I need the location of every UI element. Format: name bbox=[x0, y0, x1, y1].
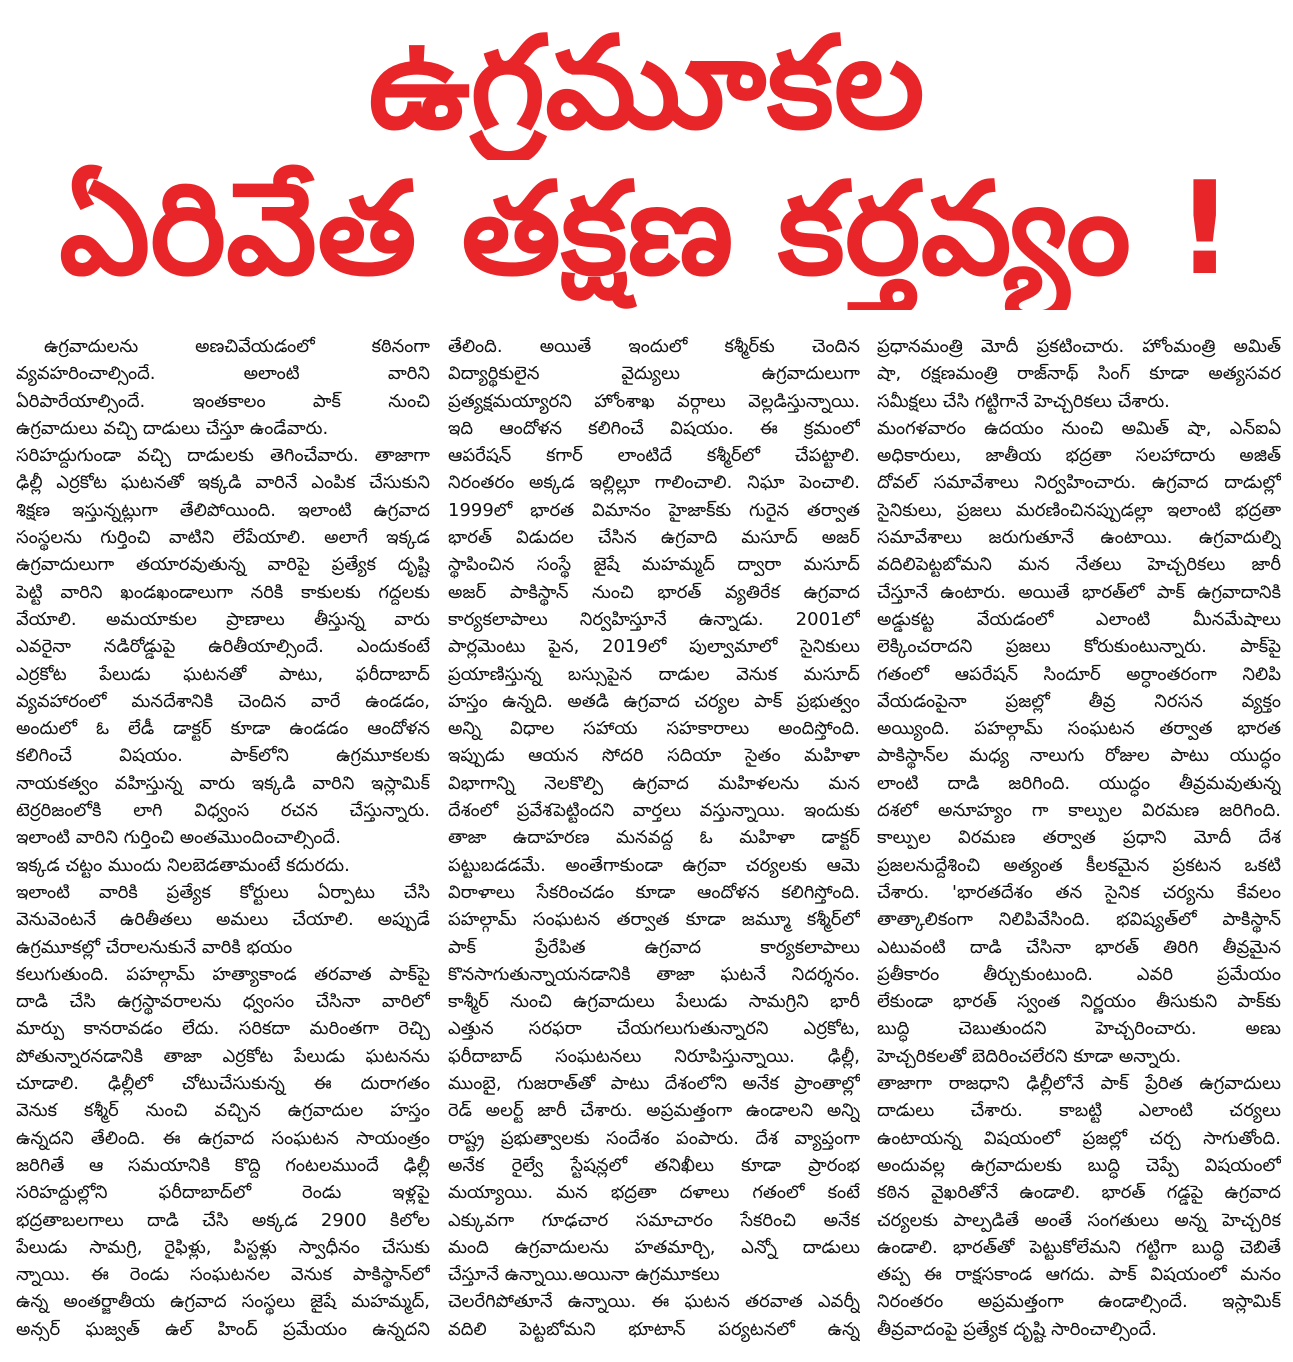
article-line: పట్టుబడడమే. అంతేగాకుండా ఉగ్రవా చర్యలకు ఆమె bbox=[448, 854, 860, 876]
article-line: సైనికులు, ప్రజలు మరణించినప్పుడల్లా ఇలాంటి భద్రతా bbox=[877, 499, 1281, 521]
article-line: అయ్యింది. పహల్గామ్ సంఘటన తర్వాత భారత bbox=[877, 718, 1281, 740]
article-line: ఉన్నదని తేలింది. ఈ ఉగ్రవాద సంఘటన సాయంత్రం bbox=[16, 1127, 430, 1149]
article-line: ఏరిపారేయాల్సిందే. ఇంతకాలం పాక్ నుంచి bbox=[16, 390, 430, 412]
article-line: పెట్టి వారిని ఖండఖండాలుగా నరికి కాకులకు గద్దలకు bbox=[16, 581, 430, 603]
article-line: అజర్ పాకిస్థాన్ నుంచి భారత్ వ్యతిరేక ఉగ్రవాద bbox=[448, 581, 860, 603]
article-line: స్థాపించిన సంస్థే జైషే మహమ్మద్ ద్వారా మసూద్ bbox=[448, 554, 860, 576]
article-line: టెర్రరిజంలోకి లాగి విధ్వంస రచన చేస్తున్నారు. bbox=[16, 800, 430, 822]
article-line: 1999లో భారత విమానం హైజాక్‌కు గురైన తర్వాత bbox=[448, 499, 860, 521]
article-line: భద్రతాబలగాలు దాడి చేసి అక్కడ 2900 కిలోల bbox=[16, 1209, 430, 1231]
article-line: ఎవరైనా నడిరోడ్డుపై ఉరితీయాల్సిందే. ఎందుకంటే bbox=[16, 636, 430, 658]
article-line: ఉండాలి. భారత్‌తో పెట్టుకోలేమని గట్టిగా బుద్ధి చెబితే bbox=[877, 1236, 1281, 1258]
article-line: దేశంలో ప్రవేశపెట్టిందని వార్తలు వస్తున్నాయి. ఇందుకు bbox=[448, 800, 860, 822]
article-line: ఎర్రకోట పేలుడు ఘటనతో పాటు, ఫరీదాబాద్ bbox=[16, 663, 430, 685]
article-line: ఇక్కడ చట్టం ముందు నిలబెడతామంటే కదురదు. bbox=[16, 854, 350, 876]
article-line: పహల్గామ్ సంఘటన తర్వాత కూడా జమ్మూ కశ్మీర్‌లో bbox=[448, 909, 860, 931]
article-line: నాయకత్వం వహిస్తున్న వారు ఇక్కడి వారిని ఇస్లామిక్ bbox=[16, 772, 430, 794]
article-line: తాజాగా రాజధాని ఢిల్లీలోనే పాక్ ప్రేరిత ఉగ్రవాదులు bbox=[877, 1073, 1281, 1095]
article-line: దశలో అనూహ్యం గా కాల్పుల విరమణ జరిగింది. bbox=[877, 800, 1281, 822]
headline-line-2: ఏరివేత తక్షణ కర్తవ్యం ! bbox=[59, 160, 1234, 304]
article-line: కాశ్మీర్ నుంచి ఉగ్రవాదులు పేలుడు సామగ్రిని భారీ bbox=[448, 991, 860, 1013]
article-line: దాడి చేసి ఉగ్రస్థావరాలను ధ్వంసం చేసినా వారిలో bbox=[16, 991, 430, 1013]
article-line: ఢిల్లీ ఎర్రకోట ఘటనతో ఇక్కడి వారినే ఎంపిక చేసుకుని bbox=[16, 472, 430, 494]
article-line: అడ్డుకట్ట వేయడంలో ఎలాంటి మీనమేషాలు bbox=[877, 608, 1281, 630]
article-line: తాజా ఉదాహరణ మనవద్ద ఓ మహిళా డాక్టర్ bbox=[448, 827, 860, 849]
article-line: కలుగుతుంది. పహల్గామ్ హత్యాకాండ తరవాత పాక్‌పై bbox=[16, 963, 430, 985]
article-line: వదిలి పెట్టబోమని భూటాన్ పర్యటనలో ఉన్న bbox=[448, 1318, 860, 1340]
article-line: బుద్ధి చెబుతుందని హెచ్చరించారు. అణు bbox=[877, 1018, 1281, 1040]
article-line: అన్సర్ ఘజ్వత్ ఉల్ హింద్ ప్రమేయం ఉన్నదని bbox=[16, 1318, 430, 1340]
article-line: రెడ్ అలర్ట్ జారీ చేశారు. అప్రమత్తంగా ఉండాలని అన్ని bbox=[448, 1100, 860, 1122]
article-line: అన్ని విధాల సహాయ సహకారాలు అందిస్తోంది. bbox=[448, 718, 860, 740]
article-line: కార్యకలాపాలు నిర్వహిస్తూనే ఉన్నాడు. 2001లో bbox=[448, 608, 860, 630]
article-line: ప్రయాణిస్తున్న బస్సుపైన దాడుల వెనుక మసూద్ bbox=[448, 663, 860, 685]
article-line: తాత్కాలికంగా నిలిపివేసింది. భవిష్యత్‌లో పాకిస్థాన్ bbox=[877, 909, 1281, 931]
article-line: ఇది ఆందోళన కలిగించే విషయం. ఈ క్రమంలో bbox=[448, 417, 860, 439]
article-line: కాల్పుల విరమణ తర్వాత ప్రధాని మోదీ దేశ bbox=[877, 827, 1281, 849]
article-line: మయ్యాయి. మన భద్రతా దళాలు గతంలో కంటే bbox=[448, 1182, 860, 1204]
article-line: హస్తం ఉన్నది. అతడి ఉగ్రవాద చర్యల పాక్ ప్రభుత్వం bbox=[448, 690, 860, 712]
article-line: మార్పు కానరావడం లేదు. సరికదా మరింతగా రెచ్చి bbox=[16, 1018, 430, 1040]
article-column-3 bbox=[877, 333, 1281, 1345]
article-line: ఎత్తున సరఫరా చేయగలుగుతున్నారని ఎర్రకోట, bbox=[448, 1018, 860, 1040]
article-line: ప్రధానమంత్రి మోదీ ప్రకటించారు. హోంమంత్రి అమిత్ bbox=[877, 336, 1281, 357]
article-line: వెనువెంటనే ఉరితీతలు అమలు చేయాలి. అప్పుడే bbox=[16, 909, 430, 931]
article-line: ఉగ్రమూకల్లో చేరాలనుకునే వారికి భయం bbox=[16, 936, 293, 958]
article-line: చర్యలకు పాల్పడితే అంతే సంగతులు అన్న హెచ్చరిక bbox=[877, 1209, 1281, 1231]
article-line: విరాళాలు సేకరించడం కూడా ఆందోళన కలిగిస్తోంది. bbox=[448, 881, 860, 903]
article-line: చూడాలి. ఢిల్లీలో చోటుచేసుకున్న ఈ దురాగతం bbox=[16, 1073, 430, 1095]
article-line: మంది ఉగ్రవాదులను హతమార్చి, ఎన్నో దాడులు bbox=[448, 1236, 860, 1258]
article-line: కలిగించే విషయం. పాక్‌లోని ఉగ్రమూకలకు bbox=[16, 745, 430, 767]
article-line: ఇప్పుడు ఆయన సోదరి సదియా సైతం మహిళా bbox=[448, 745, 860, 767]
article-line: ఉన్న అంతర్జాతీయ ఉగ్రవాద సంస్థలు జైషే మహమ్మద్, bbox=[16, 1291, 430, 1313]
article-line: తప్ప ఈ రాక్షసకాండ ఆగదు. పాక్ విషయంలో మనం bbox=[877, 1264, 1281, 1286]
article-line: పోతున్నారనడానికి తాజా ఎర్రకోట పేలుడు ఘటనను bbox=[16, 1045, 430, 1067]
article-line: ఎటువంటి దాడి చేసినా భారత్ తిరిగి తీవ్రమైన bbox=[877, 936, 1281, 958]
article-line: మంగళవారం ఉదయం నుంచి అమిత్ షా, ఎన్ఐఏ bbox=[877, 417, 1281, 439]
article-line: ఉగ్రవాదులు వచ్చి దాడులు చేస్తూ ఉండేవారు. bbox=[16, 417, 329, 439]
article-line: దోవల్ సమావేశాలు నిర్వహించారు. ఉగ్రవాద దాడుల్లో bbox=[877, 472, 1281, 494]
article-line: ఎక్కువగా గూఢచార సమాచారం సేకరించి అనేక bbox=[448, 1209, 860, 1231]
article-line: చేశారు. 'భారతదేశం తన సైనిక చర్యను కేవలం bbox=[877, 881, 1281, 903]
article-line: ఇలాంటి వారిని గుర్తించి అంతమొందించాల్సిందే. bbox=[16, 827, 341, 849]
article-line: ప్రతీకారం తీర్చుకుంటుంది. ఎవరి ప్రమేయం bbox=[877, 963, 1281, 985]
article-column-2 bbox=[448, 333, 860, 1345]
article-line: లాంటి దాడి జరిగింది. యుద్ధం తీవ్రమవుతున్న bbox=[877, 772, 1281, 794]
article-line: ప్రజలనుద్దేశించి అత్యంత కీలకమైన ప్రకటన ఒకటి bbox=[877, 854, 1281, 876]
article-line: ఉగ్రవాదులుగా తయారవుతున్న వారిపై ప్రత్యేక దృష్టి bbox=[16, 554, 430, 576]
article-line: న్నాయి. ఈ రెండు సంఘటనల వెనుక పాకిస్థాన్‌లో bbox=[16, 1264, 430, 1286]
article-line: అందులో ఓ లేడీ డాక్టర్ కూడా ఉండడం ఆందోళన bbox=[16, 718, 430, 740]
article-line: సమీక్షలు చేసి గట్టిగానే హెచ్చరికలు చేశారు. bbox=[877, 390, 1170, 412]
article-line: చేస్తూనే ఉన్నాయి.అయినా ఉగ్రమూకలు bbox=[448, 1264, 720, 1286]
article-line: వేయడంపైనా ప్రజల్లో తీవ్ర నిరసన వ్యక్తం bbox=[877, 690, 1281, 712]
article-line: అందువల్ల ఉగ్రవాదులకు బుద్ధి చెప్పే విషయంలో bbox=[877, 1154, 1281, 1176]
headline-line-1: ఉగ్రమూకల bbox=[368, 14, 925, 158]
article-line: వెనుక కశ్మీర్ నుంచి వచ్చిన ఉగ్రవాదుల హస్తం bbox=[16, 1100, 430, 1122]
article-line: విభాగాన్ని నెలకొల్పి ఉగ్రవాద మహిళలను మన bbox=[448, 772, 860, 794]
article-line: దాడులు చేశారు. కాబట్టి ఎలాంటి చర్యలు bbox=[877, 1100, 1281, 1122]
article-line: విద్యార్థికులైన వైద్యులు ఉగ్రవాదులుగా bbox=[448, 363, 860, 385]
article-line: తేలింది. అయితే ఇందులో కశ్మీర్‌కు చెందిన bbox=[448, 336, 860, 357]
article-line: పాక్ ప్రేరేపిత ఉగ్రవాద కార్యకలాపాలు bbox=[448, 936, 860, 958]
article-line: పార్లమెంటు పైన, 2019లో పుల్వామాలో సైనికులు bbox=[448, 636, 860, 658]
article-line: నిరంతరం అక్కడ ఇల్లిల్లూ గాలించాలి. నిఘా పెంచాలి. bbox=[448, 472, 860, 494]
article-line: సరిహద్దుగుండా వచ్చి దాడులకు తెగించేవారు. తాజాగా bbox=[16, 445, 430, 467]
article-line: వేయాలి. అమయాకుల ప్రాణాలు తీస్తున్న వారు bbox=[16, 608, 430, 630]
article-line: వదిలిపెట్టబోమని మన నేతలు హెచ్చరికలు జారీ bbox=[877, 554, 1281, 576]
article-line: తీవ్రవాదంపై ప్రత్యేక దృష్టి సారించాల్సిందే. bbox=[877, 1318, 1157, 1340]
article-column-1 bbox=[16, 333, 430, 1345]
article-line: సమావేశాలు జరుగుతూనే ఉంటాయి. ఉగ్రవాదుల్ని bbox=[877, 527, 1281, 549]
article-line: గతంలో ఆపరేషన్ సిందూర్ అర్ధాంతరంగా నిలిపి bbox=[877, 663, 1281, 685]
article-line: లేకుండా భారత్ స్వంత నిర్ణయం తీసుకుని పాక్‌కు bbox=[877, 991, 1281, 1013]
article-line: సరిహద్దుల్లోని ఫరీదాబాద్‌లో రెండు ఇళ్లపై bbox=[16, 1182, 430, 1204]
article-line: ఫరీదాబాద్ సంఘటనలు నిరూపిస్తున్నాయి. ఢిల్లీ, bbox=[448, 1045, 860, 1067]
article-line: నిరంతరం అప్రమత్తంగా ఉండాల్సిందే. ఇస్లామిక్ bbox=[877, 1291, 1281, 1313]
article-line: జరిగితే ఆ సమయానికి కొద్ది గంటలముందే ఢిల్లీ bbox=[16, 1154, 430, 1176]
article-line: అనేక రైల్వే స్టేషన్లలో తనిఖీలు కూడా ప్రారంభ bbox=[448, 1154, 860, 1176]
article-line: కఠిన వైఖరితోనే ఉండాలి. భారత్ గడ్డపై ఉగ్రవాద bbox=[877, 1182, 1281, 1204]
article-line: శిక్షణ ఇస్తున్నట్లుగా తేలిపోయింది. ఇలాంటి ఉగ్రవాద bbox=[16, 499, 430, 521]
article-line: చేస్తూనే ఉంటారు. అయితే భారత్‌లో పాక్ ఉగ్రవాదానికి bbox=[877, 581, 1281, 603]
article-line: చెలరేగిపోతూనే ఉన్నాయి. ఈ ఘటన తరవాత ఎవర్నీ bbox=[448, 1291, 860, 1313]
article-line: సంస్థలను గుర్తించి వాటిని లేపేయాలి. అలాగే ఇక్కడ bbox=[16, 527, 430, 549]
article-line: అధికారులు, జాతీయ భద్రతా సలహాదారు అజిత్ bbox=[877, 445, 1281, 467]
article-line: పేలుడు సామగ్రి, రైఫిళ్లు, పిస్టళ్లు స్వాధీనం చేసుకు bbox=[16, 1236, 430, 1258]
article-line: ఇలాంటి వారికి ప్రత్యేక కోర్టులు ఏర్పాటు చేసి bbox=[16, 881, 430, 903]
article-line: ముంబై, గుజరాత్‌తో పాటు దేశంలోని అనేక ప్రాంతాల్లో bbox=[448, 1073, 860, 1095]
article-line: షా, రక్షణమంత్రి రాజ్‌నాథ్ సింగ్ కూడా అత్యసవర bbox=[877, 363, 1281, 385]
article-line: కొనసాగుతున్నాయనడానికి తాజా ఘటనే నిదర్శనం. bbox=[448, 963, 860, 985]
article-line: వ్యవహారంలో మనదేశానికి చెందిన వారే ఉండడం, bbox=[16, 690, 430, 712]
article-line: ప్రత్యక్షమయ్యారని హోంశాఖ వర్గాలు వెల్లడిస్తున్నాయి. bbox=[448, 390, 860, 412]
article-line: హెచ్చరికలతో బెదిరించలేరని కూడా అన్నారు. bbox=[877, 1045, 1182, 1067]
article-line: భారత్ విడుదల చేసిన ఉగ్రవాది మసూద్ అజర్ bbox=[448, 527, 860, 549]
article-line: పాకిస్థాన్‌ల మధ్య నాలుగు రోజుల పాటు యుద్ధం bbox=[877, 745, 1281, 767]
article-line: ఉంటాయన్న విషయంలో ప్రజల్లో చర్చ సాగుతోంది. bbox=[877, 1127, 1281, 1149]
article-line: ఆపరేషన్ కగార్ లాంటిదే కశ్మీర్‌లో చేపట్టాలి. bbox=[448, 445, 860, 467]
article-line: రాష్ట్ర ప్రభుత్వాలకు సందేశం పంపారు. దేశ వ్యాప్తంగా bbox=[448, 1127, 860, 1149]
article-line: ఉగ్రవాదులను అణచివేయడంలో కఠినంగా bbox=[44, 336, 430, 357]
article-line: వ్యవహరించాల్సిందే. అలాంటి వారిని bbox=[16, 363, 430, 385]
article-line: లెక్కించరాదని ప్రజలు కోరుకుంటున్నారు. పాక్‌పై bbox=[877, 636, 1281, 658]
